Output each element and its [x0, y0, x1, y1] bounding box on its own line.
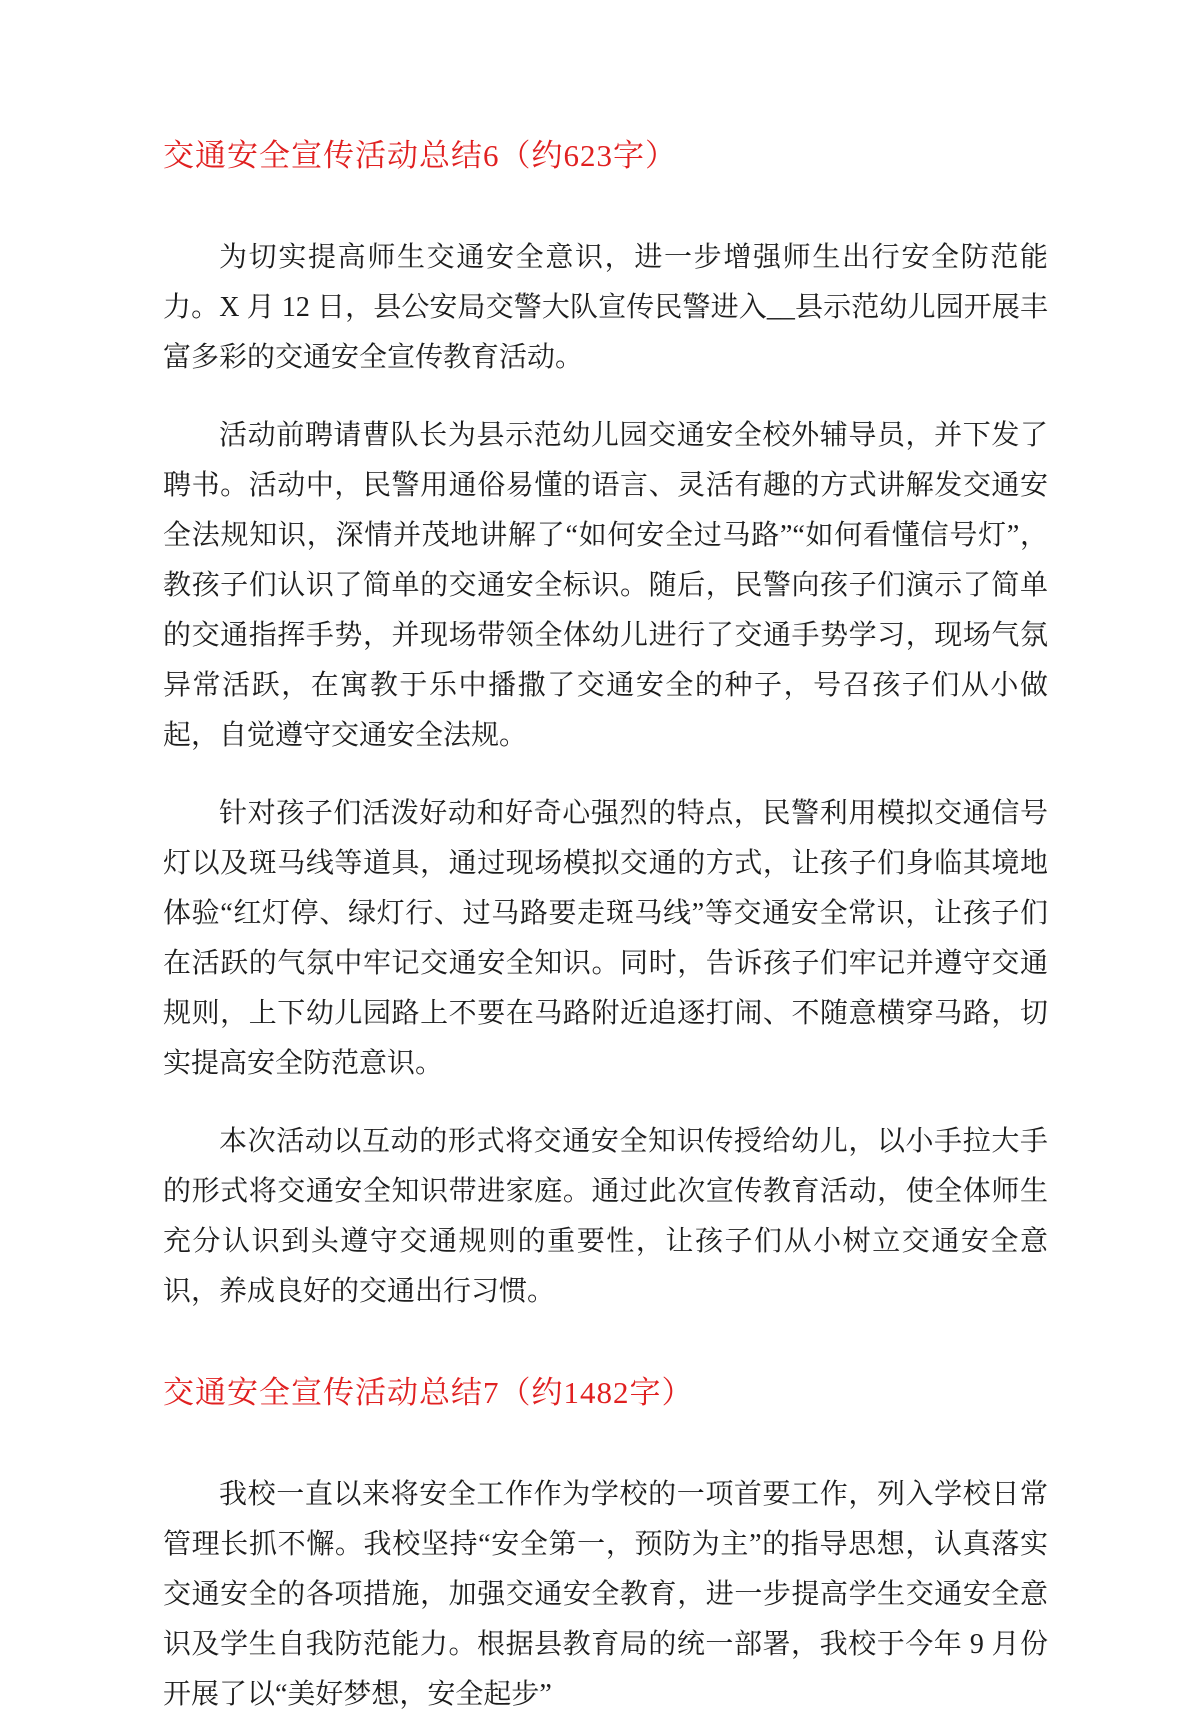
paragraph: 我校一直以来将安全工作作为学校的一项首要工作，列入学校日常管理长抓不懈。我校坚持“安全第一，预防为主”的指导思想，认真落实交通安全的各项措施，加强交通安全教育，进一步提高学生交通安全意识及学生自我防范能力。根据县教育局的统一部署，我校于今年 9 月份开展了以“美好梦想，安全起步”	[163, 1479, 1048, 1710]
paragraph: 活动前聘请曹队长为县示范幼儿园交通安全校外辅导员，并下发了聘书。活动中，民警用通俗易懂的语言、灵活有趣的方式讲解发交通安全法规知识，深情并茂地讲解了“如何安全过马路”“如何看懂信号灯”，教孩子们认识了简单的交通安全标识。随后，民警向孩子们演示了简单的交通指挥手势，并现场带领全体幼儿进行了交通手势学习，现场气氛异常活跃，在寓教于乐中播撒了交通安全的种子，号召孩子们从小做起，自觉遵守交通安全法规。	[163, 420, 1048, 751]
section-summary-6	[163, 140, 1048, 1317]
paragraph: 为切实提高师生交通安全意识，进一步增强师生出行安全防范能力。X 月 12 日，县公安局交警大队宣传民警进入__县示范幼儿园开展丰富多彩的交通安全宣传教育活动。	[163, 242, 1048, 373]
paragraph: 本次活动以互动的形式将交通安全知识传授给幼儿，以小手拉大手的形式将交通安全知识带进家庭。通过此次宣传教育活动，使全体师生充分认识到头遵守交通规则的重要性，让孩子们从小树立交通安全意识，养成良好的交通出行习惯。	[163, 1126, 1048, 1307]
section-heading-7: 交通安全宣传活动总结7（约1482字）	[163, 1375, 694, 1410]
section-summary-7	[163, 1377, 1048, 1720]
section-heading-6: 交通安全宣传活动总结6（约623字）	[163, 138, 677, 173]
paragraph: 针对孩子们活泼好动和好奇心强烈的特点，民警利用模拟交通信号灯以及斑马线等道具，通过现场模拟交通的方式，让孩子们身临其境地体验“红灯停、绿灯行、过马路要走斑马线”等交通安全常识，让孩子们在活跃的气氛中牢记交通安全知识。同时，告诉孩子们牢记并遵守交通规则，上下幼儿园路上不要在马路附近追逐打闹、不随意横穿马路，切实提高安全防范意识。	[163, 798, 1048, 1079]
